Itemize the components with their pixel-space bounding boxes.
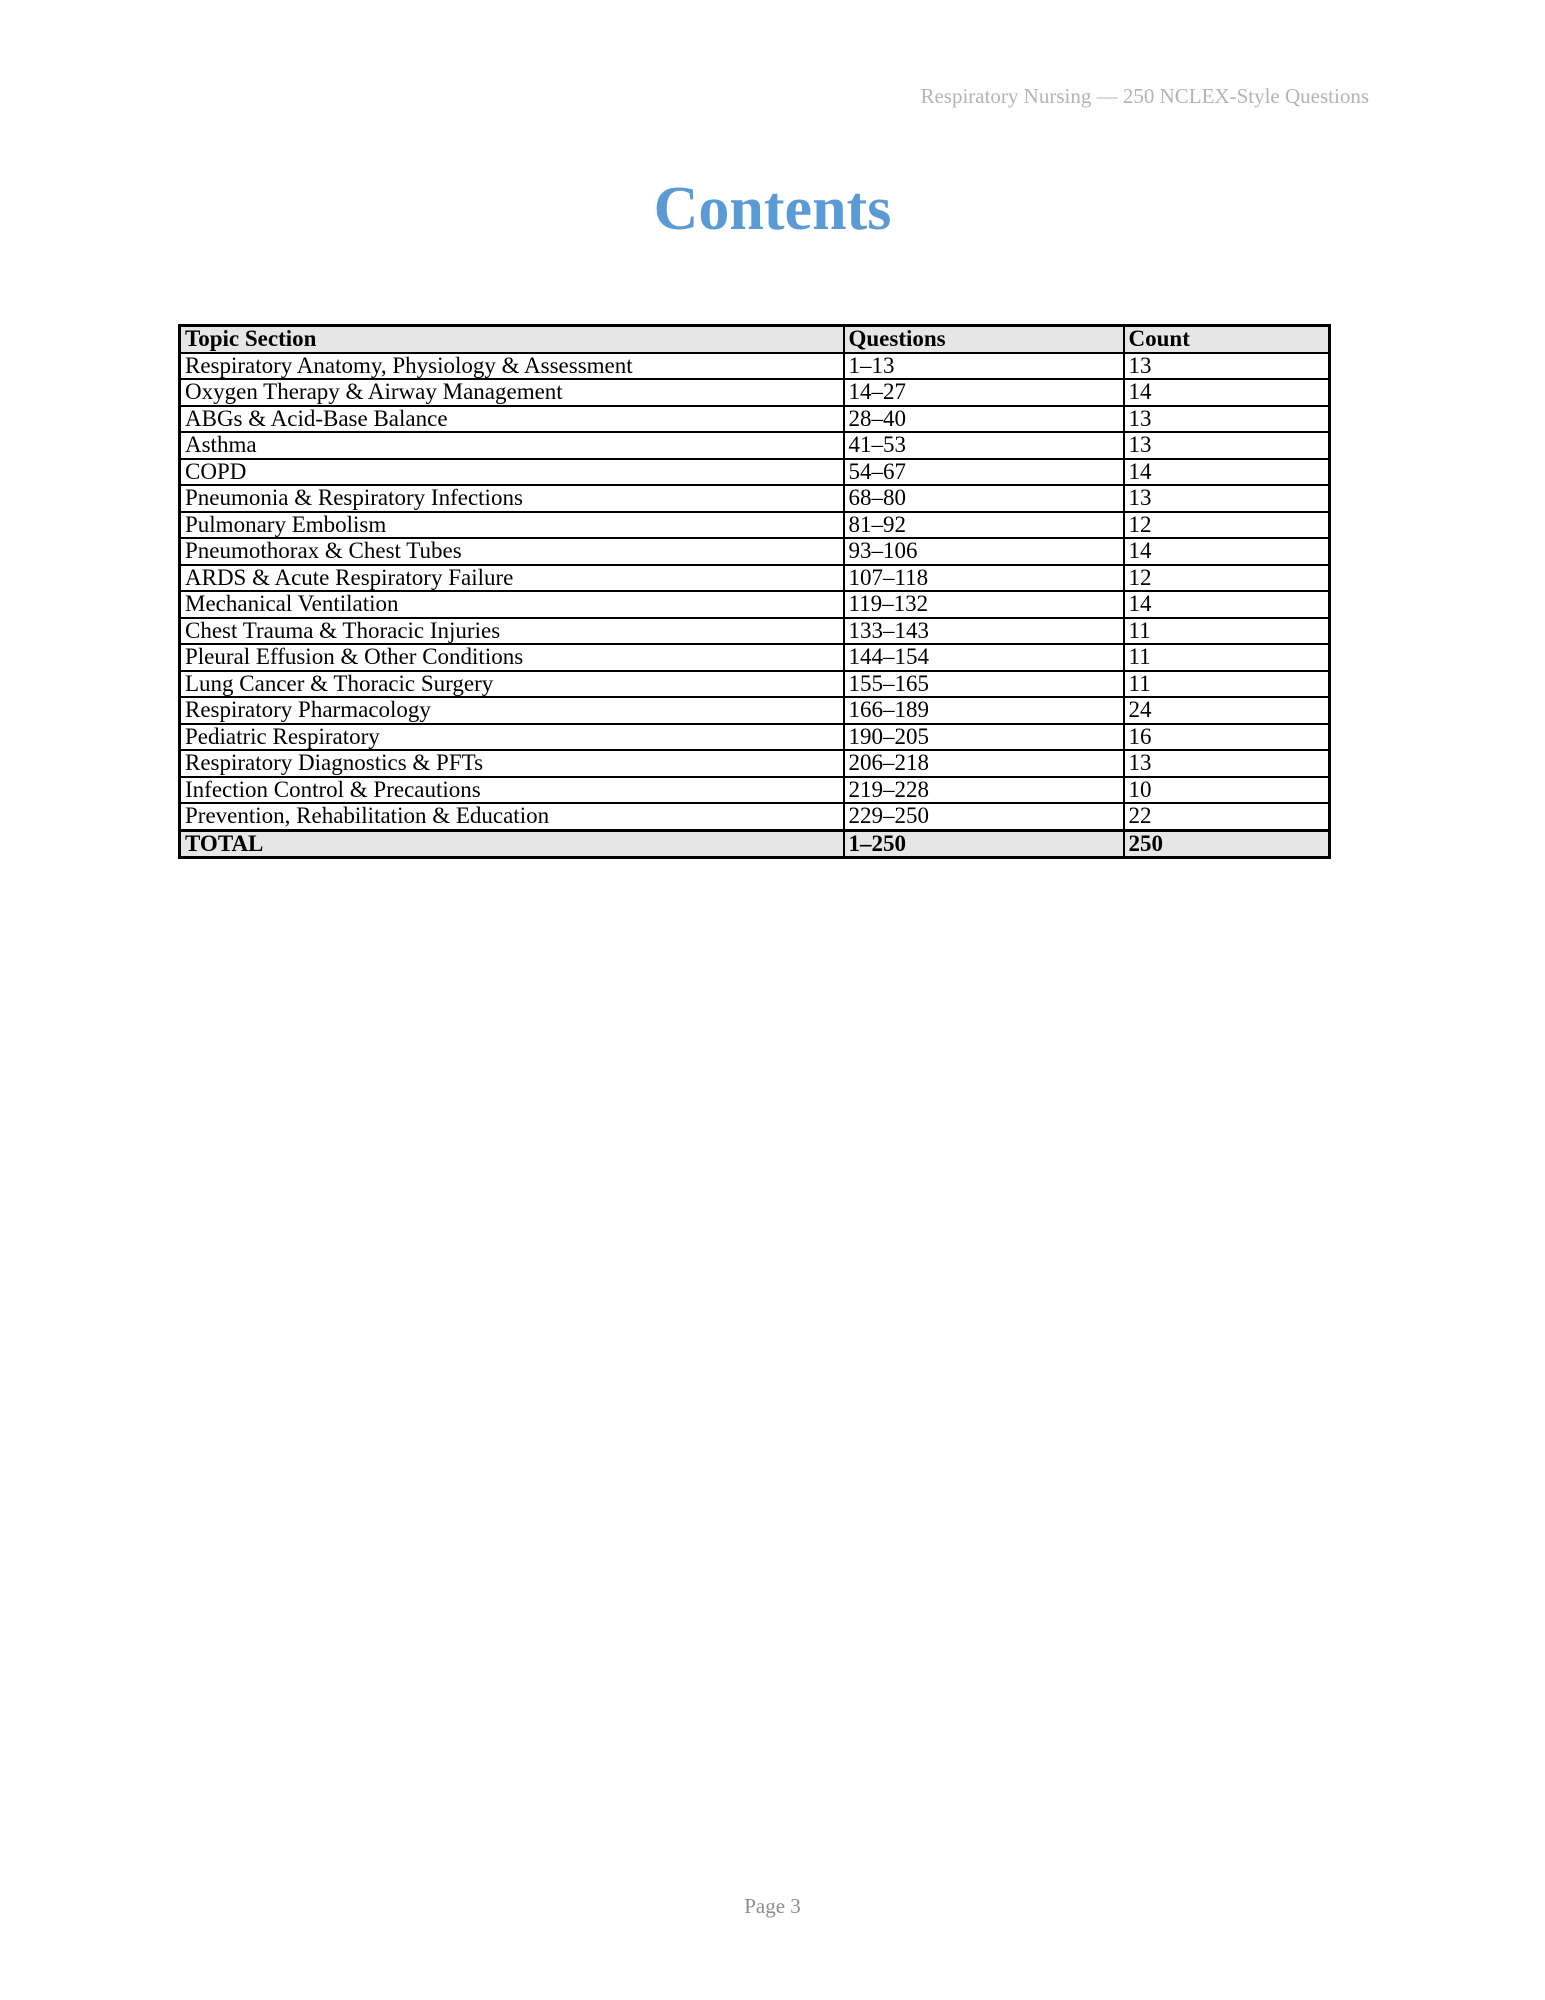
topic-cell: COPD bbox=[180, 459, 844, 486]
count-cell: 13 bbox=[1124, 485, 1330, 512]
topic-cell: Chest Trauma & Thoracic Injuries bbox=[180, 618, 844, 645]
topic-cell: Pediatric Respiratory bbox=[180, 724, 844, 751]
count-cell: 22 bbox=[1124, 803, 1330, 830]
topic-cell: Respiratory Diagnostics & PFTs bbox=[180, 750, 844, 777]
total-row bbox=[180, 830, 1330, 858]
count-cell: 12 bbox=[1124, 565, 1330, 592]
count-cell: 14 bbox=[1124, 538, 1330, 565]
table-row bbox=[180, 644, 1330, 671]
table-row bbox=[180, 512, 1330, 539]
questions-cell: 41–53 bbox=[844, 432, 1124, 459]
questions-cell: 107–118 bbox=[844, 565, 1124, 592]
table-row bbox=[180, 538, 1330, 565]
topic-cell: Prevention, Rehabilitation & Education bbox=[180, 803, 844, 830]
table-header-row bbox=[180, 326, 1330, 353]
topic-cell: Asthma bbox=[180, 432, 844, 459]
count-cell: 11 bbox=[1124, 644, 1330, 671]
page-number: Page 3 bbox=[744, 1894, 801, 1918]
count-cell: 14 bbox=[1124, 379, 1330, 406]
questions-cell: 219–228 bbox=[844, 777, 1124, 804]
topic-cell: Infection Control & Precautions bbox=[180, 777, 844, 804]
questions-cell: 166–189 bbox=[844, 697, 1124, 724]
total-questions: 1–250 bbox=[844, 830, 1124, 858]
table-row bbox=[180, 379, 1330, 406]
total-label: TOTAL bbox=[180, 830, 844, 858]
table-row bbox=[180, 432, 1330, 459]
questions-cell: 54–67 bbox=[844, 459, 1124, 486]
questions-cell: 14–27 bbox=[844, 379, 1124, 406]
table-row bbox=[180, 459, 1330, 486]
count-cell: 16 bbox=[1124, 724, 1330, 751]
topic-cell: Oxygen Therapy & Airway Management bbox=[180, 379, 844, 406]
count-cell: 13 bbox=[1124, 750, 1330, 777]
questions-cell: 28–40 bbox=[844, 406, 1124, 433]
topic-cell: Lung Cancer & Thoracic Surgery bbox=[180, 671, 844, 698]
count-cell: 11 bbox=[1124, 618, 1330, 645]
count-cell: 13 bbox=[1124, 353, 1330, 380]
table-row bbox=[180, 697, 1330, 724]
count-cell: 24 bbox=[1124, 697, 1330, 724]
count-cell: 13 bbox=[1124, 406, 1330, 433]
column-header-count: Count bbox=[1124, 326, 1330, 353]
table-row bbox=[180, 671, 1330, 698]
table-row bbox=[180, 750, 1330, 777]
table-row bbox=[180, 485, 1330, 512]
topic-cell: Mechanical Ventilation bbox=[180, 591, 844, 618]
count-cell: 14 bbox=[1124, 591, 1330, 618]
table-row bbox=[180, 591, 1330, 618]
questions-cell: 155–165 bbox=[844, 671, 1124, 698]
running-header: Respiratory Nursing — 250 NCLEX-Style Questions bbox=[920, 84, 1369, 108]
topic-cell: Respiratory Pharmacology bbox=[180, 697, 844, 724]
table-row bbox=[180, 724, 1330, 751]
table-row bbox=[180, 353, 1330, 380]
table-row bbox=[180, 777, 1330, 804]
count-cell: 14 bbox=[1124, 459, 1330, 486]
table-row bbox=[180, 406, 1330, 433]
topic-cell: Pulmonary Embolism bbox=[180, 512, 844, 539]
column-header-questions: Questions bbox=[844, 326, 1124, 353]
table-body bbox=[180, 353, 1330, 831]
questions-cell: 144–154 bbox=[844, 644, 1124, 671]
questions-cell: 119–132 bbox=[844, 591, 1124, 618]
questions-cell: 206–218 bbox=[844, 750, 1124, 777]
questions-cell: 190–205 bbox=[844, 724, 1124, 751]
count-cell: 10 bbox=[1124, 777, 1330, 804]
count-cell: 11 bbox=[1124, 671, 1330, 698]
topic-cell: ABGs & Acid-Base Balance bbox=[180, 406, 844, 433]
table-row bbox=[180, 565, 1330, 592]
topic-cell: Respiratory Anatomy, Physiology & Assessment bbox=[180, 353, 844, 380]
questions-cell: 229–250 bbox=[844, 803, 1124, 830]
page-title: Contents bbox=[653, 175, 892, 243]
topic-cell: Pneumothorax & Chest Tubes bbox=[180, 538, 844, 565]
table-row bbox=[180, 803, 1330, 830]
count-cell: 13 bbox=[1124, 432, 1330, 459]
questions-cell: 133–143 bbox=[844, 618, 1124, 645]
total-count: 250 bbox=[1124, 830, 1330, 858]
topic-cell: Pleural Effusion & Other Conditions bbox=[180, 644, 844, 671]
topic-cell: Pneumonia & Respiratory Infections bbox=[180, 485, 844, 512]
count-cell: 12 bbox=[1124, 512, 1330, 539]
questions-cell: 68–80 bbox=[844, 485, 1124, 512]
questions-cell: 81–92 bbox=[844, 512, 1124, 539]
table-row bbox=[180, 618, 1330, 645]
topic-cell: ARDS & Acute Respiratory Failure bbox=[180, 565, 844, 592]
questions-cell: 1–13 bbox=[844, 353, 1124, 380]
contents-table bbox=[178, 324, 1331, 859]
column-header-topic-section: Topic Section bbox=[180, 326, 844, 353]
questions-cell: 93–106 bbox=[844, 538, 1124, 565]
